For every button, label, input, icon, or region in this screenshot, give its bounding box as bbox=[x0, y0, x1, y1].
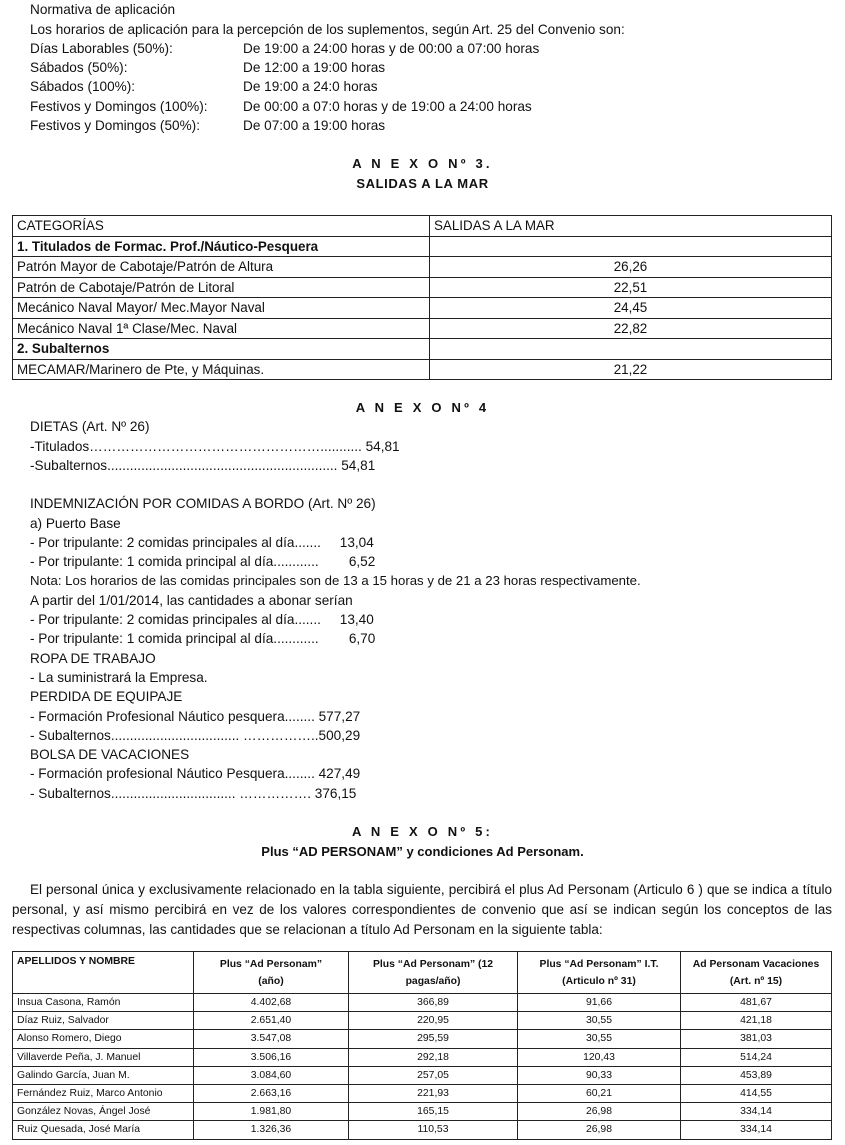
table-row bbox=[13, 1030, 832, 1048]
intro-text: Los horarios de aplicación para la percepción de los suplementos, según Art. 25 del Convenio son: bbox=[30, 22, 625, 37]
column-header bbox=[681, 952, 832, 994]
value-cell: 30,55 bbox=[518, 1012, 681, 1030]
value-cell: 120,43 bbox=[518, 1048, 681, 1066]
anexo4-line: DIETAS (Art. Nº 26) bbox=[30, 419, 150, 434]
category-cell: 1. Titulados de Formac. Prof./Náutico-Pesquera bbox=[13, 236, 430, 257]
anexo4-line: BOLSA DE VACACIONES bbox=[30, 747, 190, 762]
table-row bbox=[13, 1103, 832, 1121]
value-cell: 221,93 bbox=[349, 1084, 518, 1102]
value-cell: 257,05 bbox=[349, 1066, 518, 1084]
header-line: (Articulo nº 31) bbox=[562, 975, 636, 987]
schedule-label: Sábados (50%): bbox=[30, 60, 128, 75]
table-row bbox=[13, 257, 832, 278]
name-cell: Villaverde Peña, J. Manuel bbox=[13, 1048, 194, 1066]
header-line: Ad Personam Vacaciones bbox=[692, 958, 820, 970]
anexo4-title: A N E X O Nº 4 bbox=[355, 400, 490, 415]
anexo4-line: A partir del 1/01/2014, las cantidades a abonar serían bbox=[30, 593, 353, 608]
category-cell: MECAMAR/Marinero de Pte, y Máquinas. bbox=[13, 359, 430, 380]
anexo4-line: - Subalternos................................. ……………. 376,15 bbox=[30, 786, 357, 801]
schedule-value: De 19:00 a 24:0 horas bbox=[243, 79, 378, 94]
anexo4-line: - Por tripulante: 1 comida principal al día............ 6,70 bbox=[30, 631, 376, 646]
anexo4-line: -Titulados……………………………………………........... 54,81 bbox=[30, 439, 400, 454]
schedule-value: De 19:00 a 24:00 horas y de 00:00 a 07:00 horas bbox=[243, 41, 540, 56]
category-cell: Patrón Mayor de Cabotaje/Patrón de Altura bbox=[13, 257, 430, 278]
schedule-label: Festivos y Domingos (100%): bbox=[30, 99, 208, 114]
value-cell: 2.651,40 bbox=[194, 1012, 349, 1030]
value-cell: 481,67 bbox=[681, 994, 832, 1012]
anexo5-subtitle: Plus “AD PERSONAM” y condiciones Ad Personam. bbox=[261, 844, 584, 859]
schedule-value: De 07:00 a 19:00 horas bbox=[243, 118, 386, 133]
name-cell: Insua Casona, Ramón bbox=[13, 994, 194, 1012]
table-row bbox=[13, 318, 832, 339]
schedule-row bbox=[30, 39, 630, 58]
schedule-row bbox=[30, 58, 630, 77]
value-cell: 165,15 bbox=[349, 1103, 518, 1121]
value-cell: 421,18 bbox=[681, 1012, 832, 1030]
value-cell: 334,14 bbox=[681, 1103, 832, 1121]
header-line: pagas/año) bbox=[405, 975, 461, 987]
schedule-row bbox=[30, 116, 630, 135]
schedule-value: De 00:00 a 07:0 horas y de 19:00 a 24:00 horas bbox=[243, 99, 532, 114]
table-row bbox=[13, 1066, 832, 1084]
table-row bbox=[13, 236, 832, 257]
anexo4-line: PERDIDA DE EQUIPAJE bbox=[30, 689, 183, 704]
category-cell: Mecánico Naval 1ª Clase/Mec. Naval bbox=[13, 318, 430, 339]
category-cell: 2. Subalternos bbox=[13, 339, 430, 360]
value-cell: 24,45 bbox=[430, 298, 832, 319]
anexo4-line: INDEMNIZACIÓN POR COMIDAS A BORDO (Art. Nº 26) bbox=[30, 496, 376, 511]
value-cell: 22,51 bbox=[430, 277, 832, 298]
header-line: Plus “Ad Personam” bbox=[219, 958, 323, 970]
schedule-row bbox=[30, 97, 630, 116]
value-cell: 4.402,68 bbox=[194, 994, 349, 1012]
anexo4-note: Nota: Los horarios de las comidas principales son de 13 a 15 horas y de 21 a 23 horas respectivamente. bbox=[30, 573, 641, 588]
anexo4-line: - Formación profesional Náutico Pesquera........ 427,49 bbox=[30, 766, 361, 781]
value-cell: 21,22 bbox=[430, 359, 832, 380]
value-cell: 381,03 bbox=[681, 1030, 832, 1048]
value-cell: 1.326,36 bbox=[194, 1121, 349, 1139]
schedule-label: Días Laborables (50%): bbox=[30, 41, 173, 56]
anexo5-paragraph: El personal única y exclusivamente relacionado en la tabla siguiente, percibirá el plus Ad Personam (Articulo 6 ) que se indica a título personal, y así mismo percibirá en vez de los valores correspondientes de convenio que así se indican según los conceptos de las respectivas columnas, las cantidades que se relacionan a título Ad Personam en la siguiente tabla: bbox=[12, 882, 832, 937]
value-cell bbox=[430, 339, 832, 360]
table-header-row bbox=[13, 952, 832, 994]
ad-personam-table bbox=[12, 951, 832, 1140]
value-cell: 334,14 bbox=[681, 1121, 832, 1139]
anexo3-title: A N E X O Nº 3. bbox=[352, 156, 493, 171]
anexo4-line: ROPA DE TRABAJO bbox=[30, 651, 156, 666]
value-cell: 514,24 bbox=[681, 1048, 832, 1066]
value-cell: 26,26 bbox=[430, 257, 832, 278]
category-cell: Mecánico Naval Mayor/ Mec.Mayor Naval bbox=[13, 298, 430, 319]
value-cell: 1.981,80 bbox=[194, 1103, 349, 1121]
anexo4-line: - Subalternos.................................. ……………..500,29 bbox=[30, 728, 361, 743]
name-cell: Ruiz Quesada, José María bbox=[13, 1121, 194, 1139]
category-cell: Patrón de Cabotaje/Patrón de Litoral bbox=[13, 277, 430, 298]
table-row bbox=[13, 1121, 832, 1139]
column-header bbox=[518, 952, 681, 994]
schedule-label: Festivos y Domingos (50%): bbox=[30, 118, 200, 133]
anexo5-title: A N E X O Nº 5: bbox=[351, 824, 494, 839]
schedule-label: Sábados (100%): bbox=[30, 79, 136, 94]
table-header-row bbox=[13, 216, 832, 237]
anexo4-line: a) Puerto Base bbox=[30, 516, 121, 531]
value-cell: 90,33 bbox=[518, 1066, 681, 1084]
value-cell: 110,53 bbox=[349, 1121, 518, 1139]
value-cell: 220,95 bbox=[349, 1012, 518, 1030]
name-cell: Galindo García, Juan M. bbox=[13, 1066, 194, 1084]
value-cell: 453,89 bbox=[681, 1066, 832, 1084]
section-title: Normativa de aplicación bbox=[30, 2, 176, 17]
value-cell: 26,98 bbox=[518, 1103, 681, 1121]
anexo4-line: - Por tripulante: 1 comida principal al día............ 6,52 bbox=[30, 554, 376, 569]
header-line: Plus “Ad Personam” I.T. bbox=[539, 958, 659, 970]
anexo4-line: - Formación Profesional Náutico pesquera........ 577,27 bbox=[30, 709, 361, 724]
table-row bbox=[13, 339, 832, 360]
anexo4-line: - Por tripulante: 2 comidas principales al día....... 13,04 bbox=[30, 535, 374, 550]
value-cell: 295,59 bbox=[349, 1030, 518, 1048]
table-row bbox=[13, 994, 832, 1012]
anexo4-line: -Subalternos............................................................. 54,81 bbox=[30, 458, 376, 473]
schedule-value: De 12:00 a 19:00 horas bbox=[243, 60, 386, 75]
column-header: SALIDAS A LA MAR bbox=[430, 216, 832, 237]
header-line: Plus “Ad Personam” (12 bbox=[372, 958, 494, 970]
table-row bbox=[13, 1048, 832, 1066]
value-cell: 366,89 bbox=[349, 994, 518, 1012]
name-cell: Díaz Ruiz, Salvador bbox=[13, 1012, 194, 1030]
header-line: (año) bbox=[258, 975, 284, 987]
salidas-table bbox=[12, 215, 832, 380]
table-row bbox=[13, 1012, 832, 1030]
value-cell: 3.506,16 bbox=[194, 1048, 349, 1066]
header-line: (Art. nº 15) bbox=[729, 975, 783, 987]
value-cell: 3.547,08 bbox=[194, 1030, 349, 1048]
table-row bbox=[13, 298, 832, 319]
value-cell: 91,66 bbox=[518, 994, 681, 1012]
value-cell: 292,18 bbox=[349, 1048, 518, 1066]
table-row bbox=[13, 1084, 832, 1102]
value-cell: 3.084,60 bbox=[194, 1066, 349, 1084]
value-cell: 22,82 bbox=[430, 318, 832, 339]
column-header bbox=[349, 952, 518, 994]
value-cell bbox=[430, 236, 832, 257]
value-cell: 26,98 bbox=[518, 1121, 681, 1139]
value-cell: 60,21 bbox=[518, 1084, 681, 1102]
table-row bbox=[13, 277, 832, 298]
anexo4-line: - La suministrará la Empresa. bbox=[30, 670, 208, 685]
column-header: APELLIDOS Y NOMBRE bbox=[13, 952, 194, 994]
value-cell: 30,55 bbox=[518, 1030, 681, 1048]
column-header: CATEGORÍAS bbox=[13, 216, 430, 237]
name-cell: Alonso Romero, Diego bbox=[13, 1030, 194, 1048]
table-row bbox=[13, 359, 832, 380]
value-cell: 414,55 bbox=[681, 1084, 832, 1102]
anexo4-line: - Por tripulante: 2 comidas principales al día....... 13,40 bbox=[30, 612, 374, 627]
column-header bbox=[194, 952, 349, 994]
schedule-row bbox=[30, 77, 630, 96]
name-cell: González Novas, Ángel José bbox=[13, 1103, 194, 1121]
name-cell: Fernández Ruiz, Marco Antonio bbox=[13, 1084, 194, 1102]
value-cell: 2.663,16 bbox=[194, 1084, 349, 1102]
anexo3-subtitle: SALIDAS A LA MAR bbox=[356, 176, 489, 191]
